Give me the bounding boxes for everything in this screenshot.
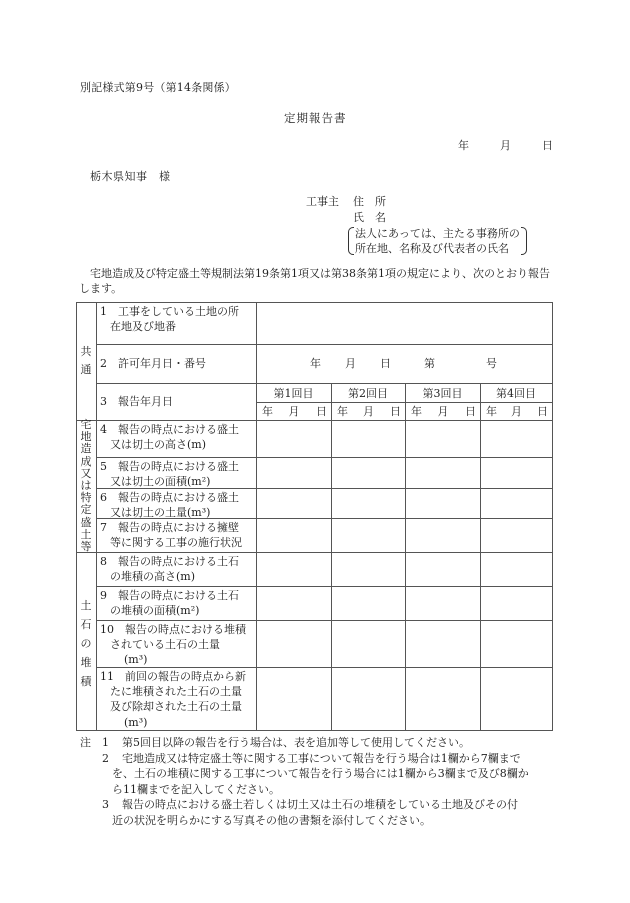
- report-column-header: 第2回目: [348, 387, 388, 400]
- group-label-1: [76, 343, 96, 379]
- report-date-year: 年: [337, 405, 348, 418]
- permit-year-label: 年: [310, 357, 321, 370]
- note-number: 1: [102, 736, 109, 749]
- note-text: 近の状況を明らかにする写真その他の書類を添付してください。: [112, 813, 431, 827]
- report-value-cell[interactable]: [332, 553, 405, 586]
- name-label: 氏 名: [353, 211, 386, 224]
- report-value-cell[interactable]: [481, 489, 552, 518]
- group-label-char: 地: [80, 430, 92, 444]
- row-label-line: 又は切土の面積(m²): [110, 475, 211, 489]
- report-value-cell[interactable]: [406, 421, 480, 457]
- addressee: 栃木県知事 様: [90, 170, 171, 183]
- group-label-char: 積: [80, 674, 92, 688]
- report-value-cell[interactable]: [257, 621, 331, 667]
- row-label-line: 8 報告の時点における土石: [100, 555, 239, 568]
- report-value-cell[interactable]: [332, 621, 405, 667]
- report-value-cell[interactable]: [406, 668, 480, 730]
- note-text: 報告の時点における盛土若しくは切土又は土石の堆積をしている土地及びその付: [122, 798, 518, 811]
- corporate-note-line: 法人にあっては、主たる事務所の: [355, 227, 520, 240]
- report-value-cell[interactable]: [406, 458, 480, 488]
- report-value-cell[interactable]: [481, 668, 552, 730]
- row-label-line: 2 許可年月日・番号: [100, 357, 206, 370]
- report-date-month: 月: [437, 405, 449, 418]
- applicant-block: [306, 194, 566, 258]
- permit-value-cell[interactable]: [257, 345, 552, 383]
- table-rule: [76, 730, 553, 731]
- location-value-cell[interactable]: [257, 303, 552, 344]
- report-value-cell[interactable]: [481, 621, 552, 667]
- group-label-char: 等: [80, 539, 92, 553]
- report-date-month: 月: [363, 405, 374, 418]
- note-line: [80, 751, 529, 767]
- row-label-line: 4 報告の時点における盛土: [100, 423, 239, 436]
- row-label-line: 6 報告の時点における盛土: [100, 491, 239, 504]
- date-year-label: 年: [458, 139, 469, 152]
- report-date-month: 月: [288, 405, 300, 418]
- report-date-day: 日: [537, 405, 548, 418]
- report-date-year: 年: [262, 405, 273, 418]
- row-label-line: (m³): [124, 653, 148, 667]
- group-label-char: 通: [80, 363, 92, 376]
- form-id: 別記様式第9号（第14条関係）: [80, 81, 236, 94]
- group-label-char: 土: [80, 527, 92, 541]
- group-label-char: 石: [80, 617, 92, 631]
- report-value-cell[interactable]: [481, 587, 552, 620]
- note-number: 2: [102, 751, 109, 765]
- report-value-cell[interactable]: [257, 489, 331, 518]
- report-value-cell[interactable]: [257, 458, 331, 488]
- row-label-line: 又は切土の土量(m³): [110, 506, 211, 520]
- report-value-cell[interactable]: [332, 587, 405, 620]
- intro-paragraph: 宅地造成及び特定盛土等規制法第19条第1項又は第38条第1項の規定により、次のとおり報告します。: [79, 267, 550, 295]
- report-column-header: 第1回目: [273, 387, 314, 400]
- group-label-char: 成: [80, 454, 92, 468]
- note-text: 第5回目以降の報告を行う場合は、表を追加等して使用してください。: [122, 736, 470, 749]
- row-label-line: 等に関する工事の施行状況: [110, 536, 242, 550]
- group-label-char: は: [80, 478, 92, 492]
- note-line: [80, 797, 529, 813]
- notes-label: 注: [80, 736, 91, 749]
- permit-number-suffix: 号: [486, 357, 497, 370]
- address-label: 住 所: [353, 195, 386, 208]
- report-column-header: 第3回目: [422, 387, 463, 400]
- report-column-header: 第4回目: [496, 387, 536, 400]
- row-label-line: 10 報告の時点における堆積: [100, 623, 246, 636]
- note-number: 3: [102, 798, 109, 811]
- group-label-char: 土: [80, 598, 92, 612]
- report-value-cell[interactable]: [257, 668, 331, 730]
- report-value-cell[interactable]: [332, 519, 405, 552]
- report-value-cell[interactable]: [257, 553, 331, 586]
- group-label-char: 宅: [80, 417, 92, 431]
- corporate-note: [348, 226, 527, 256]
- date-day-label: 日: [542, 139, 553, 152]
- row-label-line: 7 報告の時点における擁壁: [100, 521, 239, 534]
- report-date-month: 月: [511, 405, 522, 418]
- group-label-char: の: [80, 636, 92, 650]
- report-date-year: 年: [486, 405, 497, 418]
- report-value-cell[interactable]: [406, 519, 480, 552]
- table-rule: [256, 402, 552, 403]
- report-date-day: 日: [390, 405, 401, 418]
- permit-number-prefix: 第: [424, 357, 435, 370]
- permit-month-label: 月: [345, 357, 356, 370]
- document-title: 定期報告書: [284, 111, 347, 125]
- group-label-char: 又: [80, 466, 92, 480]
- submission-date: [458, 137, 553, 153]
- permit-day-label: 日: [380, 357, 391, 370]
- report-value-cell[interactable]: [332, 421, 405, 457]
- corporate-note-line: 所在地、名称及び代表者の氏名: [355, 242, 509, 255]
- row-label-line: 3 報告年月日: [100, 395, 173, 408]
- notes: [80, 735, 529, 828]
- row-label-line: 9 報告の時点における土石: [100, 589, 239, 602]
- group-label-2: [76, 419, 96, 553]
- report-value-cell[interactable]: [481, 421, 552, 457]
- report-value-cell[interactable]: [332, 458, 405, 488]
- report-date-day: 日: [465, 405, 476, 418]
- group-label-char: 特: [80, 491, 92, 505]
- group-label-char: 盛: [80, 515, 92, 529]
- row-label-line: 5 報告の時点における盛土: [100, 460, 239, 473]
- note-line: [80, 766, 529, 782]
- report-value-cell[interactable]: [332, 668, 405, 730]
- applicant-role: 工事主: [306, 195, 339, 208]
- report-date-year: 年: [411, 405, 422, 418]
- table-rule: [96, 383, 552, 384]
- note-text: ら11欄までを記入してください。: [112, 782, 280, 796]
- row-label-line: 及び除却された土石の土量: [110, 700, 242, 714]
- row-label-line: たに堆積された土石の土量: [110, 685, 242, 699]
- group-label-char: 堆: [80, 655, 92, 669]
- report-value-cell[interactable]: [406, 621, 480, 667]
- table-rule: [552, 302, 553, 731]
- note-text: 宅地造成又は特定盛土等に関する工事について報告を行う場合は1欄から7欄まで: [122, 751, 521, 765]
- report-value-cell[interactable]: [257, 587, 331, 620]
- note-line: [80, 782, 529, 798]
- report-value-cell[interactable]: [257, 519, 331, 552]
- row-label-line: 11 前回の報告の時点から新: [100, 670, 246, 683]
- report-value-cell[interactable]: [481, 458, 552, 488]
- report-value-cell[interactable]: [406, 587, 480, 620]
- group-label-char: 定: [80, 503, 92, 517]
- report-value-cell[interactable]: [481, 519, 552, 552]
- row-label-line: 1 工事をしている土地の所: [100, 305, 239, 318]
- row-label-line: されている土石の土量: [110, 638, 220, 652]
- row-label-line: 又は切土の高さ(m): [110, 438, 207, 452]
- report-value-cell[interactable]: [481, 553, 552, 586]
- group-label-char: 共: [80, 345, 92, 358]
- group-label-char: 造: [80, 442, 92, 456]
- note-line: [80, 735, 529, 751]
- group-label-3: [76, 596, 96, 691]
- row-label-line: の堆積の面積(m²): [110, 604, 200, 618]
- report-value-cell[interactable]: [406, 553, 480, 586]
- report-date-day: 日: [316, 405, 327, 418]
- row-label-line: 在地及び地番: [110, 320, 176, 334]
- date-month-label: 月: [500, 139, 511, 152]
- note-line: [80, 813, 529, 829]
- table-rule: [96, 302, 97, 730]
- row-label-line: (m³): [124, 715, 148, 729]
- report-value-cell[interactable]: [406, 489, 480, 518]
- row-label-line: の堆積の高さ(m): [110, 570, 196, 584]
- report-value-cell[interactable]: [257, 421, 331, 457]
- report-value-cell[interactable]: [332, 489, 405, 518]
- note-text: を、土石の堆積に関する工事について報告を行う場合には1欄から3欄まで及び8欄か: [112, 767, 529, 780]
